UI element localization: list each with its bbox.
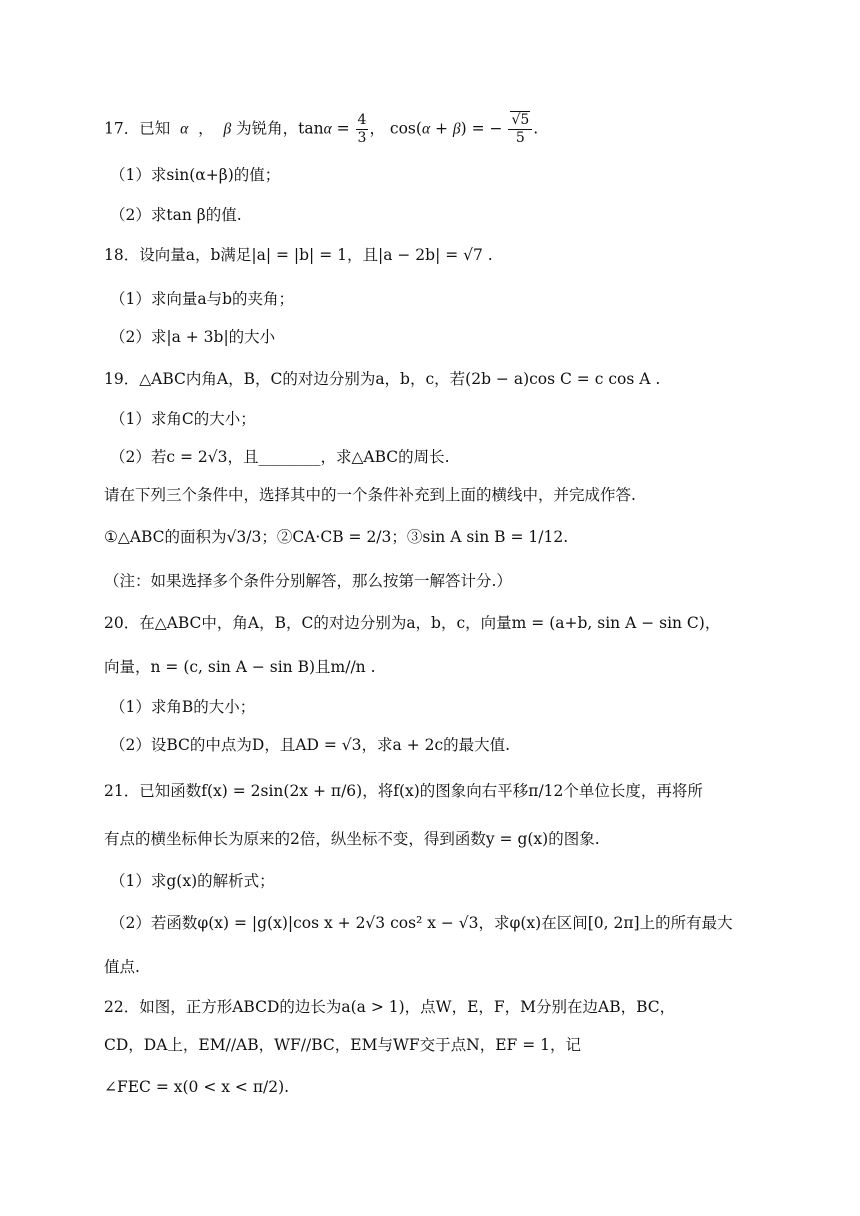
- q17-part2: （2）求tan β的值.: [110, 206, 242, 224]
- q17-stem: 17．已知 α ， β 为锐角，tanα = $\frac{4}{3}$ ， cos(α + β) = − $\frac{√5}{5}$ .: [104, 112, 539, 146]
- q20-stem-line1: 20．在△ABC中，角A，B，C的对边分别为a，b，c，向量m = (a+b, sin A − sin C)，: [104, 614, 721, 632]
- q21-stem-line1: 21．已知函数f(x) = 2sin(2x + π/6)，将f(x)的图象向右平移π/12个单位长度，再将所: [104, 782, 703, 800]
- q22-stem-line1: 22．如图，正方形ABCD的边长为a(a > 1)，点W，E，F，M分别在边AB，BC，: [104, 998, 676, 1016]
- q21-part1: （1）求g(x)的解析式；: [110, 872, 275, 890]
- q17-part1: （1）求sin(α+β)的值；: [110, 166, 281, 184]
- q20-stem-line2: 向量，n = (c, sin A − sin B)且m//n .: [104, 658, 376, 676]
- q21-stem-line2: 有点的横坐标伸长为原来的2倍，纵坐标不变，得到函数y = g(x)的图象.: [104, 830, 600, 848]
- q21-part2-line1: （2）若函数φ(x) = |g(x)|cos x + 2√3 cos² x − √3，求φ(x)在区间[0, 2π]上的所有最大: [110, 914, 733, 932]
- q19-note: （注：如果选择多个条件分别解答，那么按第一解答计分.）: [104, 572, 512, 590]
- q18-part2: （2）求|a + 3b|的大小: [110, 328, 276, 346]
- q20-part2: （2）设BC的中点为D，且AD = √3，求a + 2c的最大值.: [110, 736, 511, 754]
- q20-part1: （1）求角B的大小；: [110, 698, 256, 716]
- q19-stem: 19．△ABC内角A，B，C的对边分别为a，b，c，若(2b − a)cos C = c cos A .: [104, 370, 661, 388]
- q18-stem: 18．设向量a，b满足|a| = |b| = 1，且|a − 2b| = √7 .: [104, 246, 493, 264]
- q19-instruction: 请在下列三个条件中，选择其中的一个条件补充到上面的横线中，并完成作答.: [104, 486, 636, 504]
- q19-part1: （1）求角C的大小；: [110, 410, 256, 428]
- q22-stem-line3: ∠FEC = x(0 < x < π/2).: [104, 1078, 290, 1096]
- q21-part2-line2: 值点.: [104, 958, 140, 976]
- q18-part1: （1）求向量a与b的夹角；: [110, 290, 295, 308]
- q19-part2: （2）若c = 2√3，且________，求△ABC的周长.: [110, 448, 450, 466]
- q19-conditions: ①△ABC的面积为√3/3；②CA·CB = 2/3；③sin A sin B = 1/12.: [104, 528, 569, 546]
- q22-stem-line2: CD，DA上，EM//AB，WF//BC，EM与WF交于点N，EF = 1，记: [104, 1036, 581, 1054]
